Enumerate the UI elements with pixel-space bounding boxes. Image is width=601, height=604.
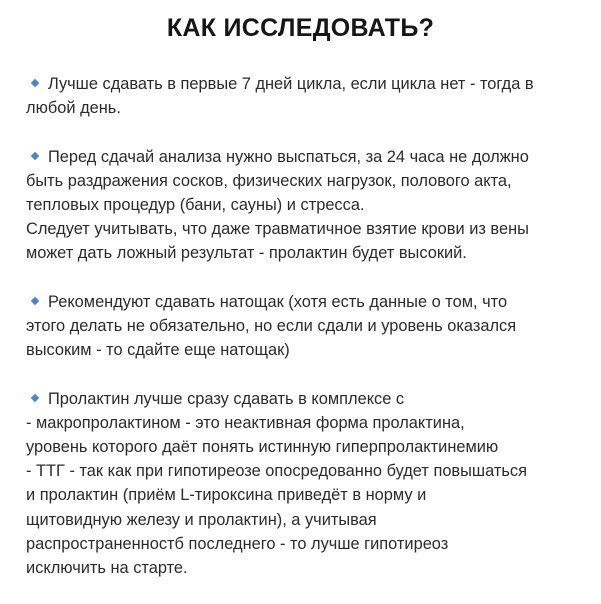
text-line: Следует учитывать, что даже травматичное взятие крови из вены <box>26 220 529 239</box>
bullet-text: Рекомендуют сдавать натощак (хотя есть данные о том, что <box>48 292 508 311</box>
text-line: тепловых процедур (бани, сауны) и стресса. <box>26 196 365 214</box>
page-title: КАК ИССЛЕДОВАТЬ? <box>166 14 435 42</box>
text-line: - макропролактином - это неактивная форма пролактина, <box>26 413 465 432</box>
bullet-text: Лучше сдавать в первые 7 дней цикла, если цикла нет - тогда в <box>48 75 534 93</box>
text-line: распространенностб последнего - то лучше гипотиреоз <box>26 534 449 553</box>
text-line <box>26 387 592 411</box>
section-complex-testing <box>26 387 592 581</box>
text-line: быть раздражения сосков, физических нагрузок, полового акта, <box>26 171 512 190</box>
text-line: этого делать не обязательно, но если сдали и уровень оказался <box>26 317 517 335</box>
blue-diamond-icon <box>31 394 39 402</box>
text-line: любой день. <box>26 99 121 118</box>
text-line <box>26 72 592 96</box>
section-fasting <box>26 290 592 363</box>
text-line <box>26 290 592 314</box>
section-cycle-timing <box>26 72 592 120</box>
text-line: исключить на старте. <box>26 559 188 578</box>
text-line: может дать ложный результат - пролактин будет высокий. <box>26 244 467 263</box>
article-body <box>26 72 592 604</box>
text-line <box>26 145 592 169</box>
text-line: уровень которого даёт понять истинную гиперпролактинемию <box>26 438 499 456</box>
bullet-text: Пролактин лучше сразу сдавать в комплексе с <box>48 389 405 408</box>
section-preparation <box>26 145 592 266</box>
blue-diamond-icon <box>31 79 39 87</box>
text-line: - ТТГ - так как при гипотиреозе опосредованно будет повышаться <box>26 462 527 481</box>
text-line: и пролактин (приём L-тироксина приведёт в норму и <box>26 486 427 505</box>
bullet-text: Перед сдачай анализа нужно выспаться, за 24 часа не должно <box>48 147 529 166</box>
blue-diamond-icon <box>31 152 39 160</box>
blue-diamond-icon <box>31 297 39 305</box>
text-line: щитовидную железу и пролактин), а учитывая <box>26 510 377 529</box>
text-line: высоким - то сдайте еще натощак) <box>26 341 290 360</box>
